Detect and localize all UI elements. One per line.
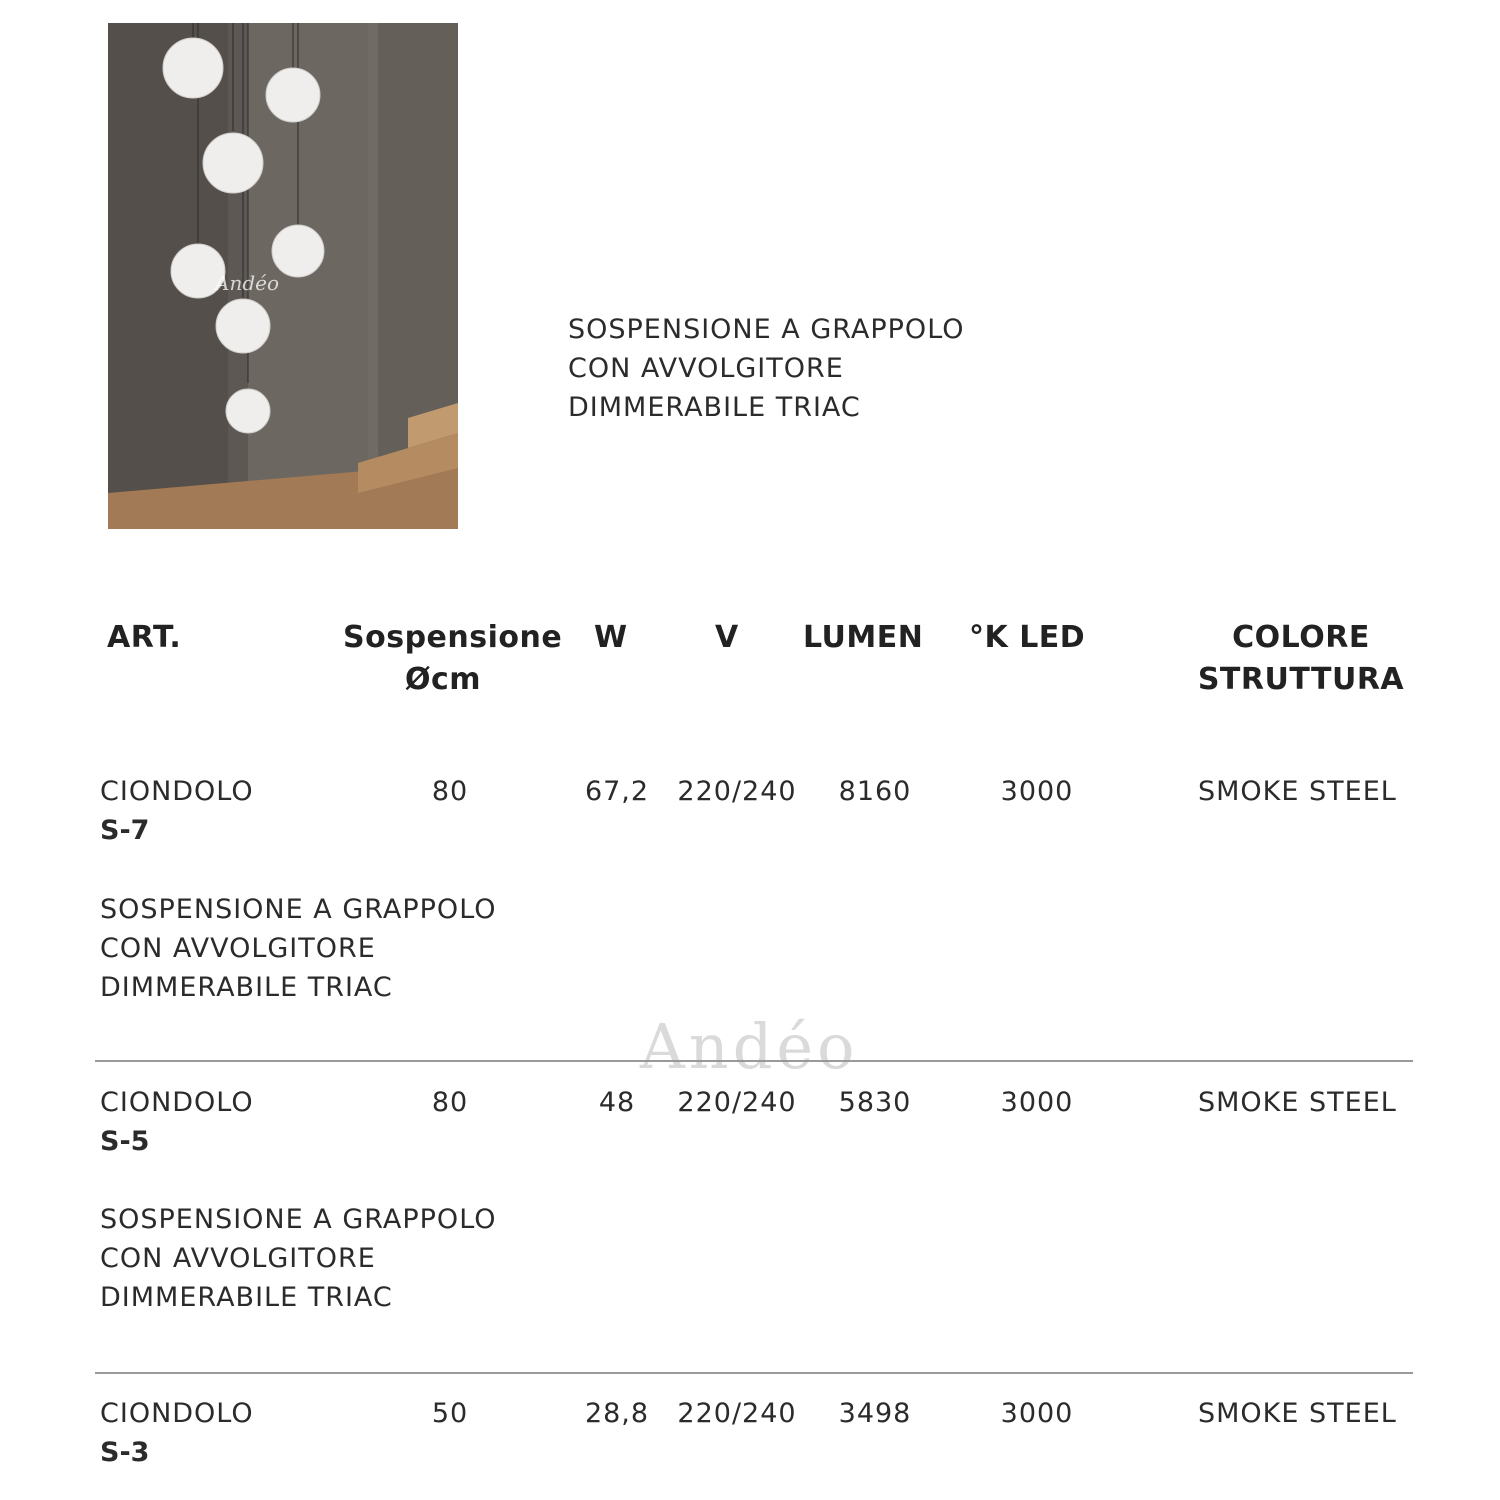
row-v: 220/240 [677, 1087, 797, 1118]
row-v: 220/240 [677, 1398, 797, 1429]
row-lumen: 5830 [838, 1087, 912, 1118]
row-w: 48 [598, 1087, 636, 1118]
row-lumen: 8160 [838, 776, 912, 807]
pendant-lamps-illustration [108, 23, 458, 529]
header-sospensione-line2: Øcm [404, 662, 482, 697]
header-sospensione [343, 617, 563, 701]
description-line: SOSPENSIONE A GRAPPOLO [100, 1204, 497, 1235]
row-colore: SMOKE STEEL [1198, 776, 1397, 807]
intro-line: DIMMERABILE TRIAC [568, 392, 861, 423]
row-name: CIONDOLO [100, 776, 254, 807]
header-art: ART. [107, 620, 182, 655]
row-sospensione: 80 [431, 1087, 469, 1118]
row-sospensione: 50 [431, 1398, 469, 1429]
intro-line: SOSPENSIONE A GRAPPOLO [568, 314, 965, 345]
row-sospensione: 80 [431, 776, 469, 807]
header-k-led: °K LED [969, 620, 1086, 655]
page-watermark: Andéo [640, 1010, 859, 1083]
row-k-led: 3000 [1000, 1087, 1074, 1118]
row-k-led: 3000 [1000, 776, 1074, 807]
photo-watermark: Andéo [215, 271, 280, 295]
row-description [100, 890, 497, 1007]
intro-line: CON AVVOLGITORE [568, 353, 844, 384]
row-v: 220/240 [677, 776, 797, 807]
description-line: CON AVVOLGITORE [100, 1243, 376, 1274]
row-code: S-3 [100, 1437, 150, 1468]
row-colore: SMOKE STEEL [1198, 1398, 1397, 1429]
product-intro [568, 310, 965, 427]
row-k-led: 3000 [1000, 1398, 1074, 1429]
row-code: S-5 [100, 1126, 150, 1157]
row-w: 28,8 [584, 1398, 650, 1429]
description-line: CON AVVOLGITORE [100, 933, 376, 964]
header-colore-line1: COLORE [1232, 620, 1370, 655]
row-name: CIONDOLO [100, 1398, 254, 1429]
row-lumen: 3498 [838, 1398, 912, 1429]
description-line: DIMMERABILE TRIAC [100, 1282, 393, 1313]
description-line: SOSPENSIONE A GRAPPOLO [100, 894, 497, 925]
header-colore-line2: STRUTTURA [1197, 662, 1405, 697]
row-name: CIONDOLO [100, 1087, 254, 1118]
header-w: W [594, 620, 628, 655]
header-colore [1190, 617, 1412, 701]
row-colore: SMOKE STEEL [1198, 1087, 1397, 1118]
header-lumen: LUMEN [803, 620, 924, 655]
header-sospensione-line1: Sospensione [343, 620, 563, 655]
row-description [100, 1200, 497, 1317]
description-line: DIMMERABILE TRIAC [100, 972, 393, 1003]
header-v: V [715, 620, 739, 655]
row-code: S-7 [100, 815, 150, 846]
row-w: 67,2 [584, 776, 650, 807]
product-photo [108, 23, 458, 529]
row-divider [95, 1372, 1413, 1374]
